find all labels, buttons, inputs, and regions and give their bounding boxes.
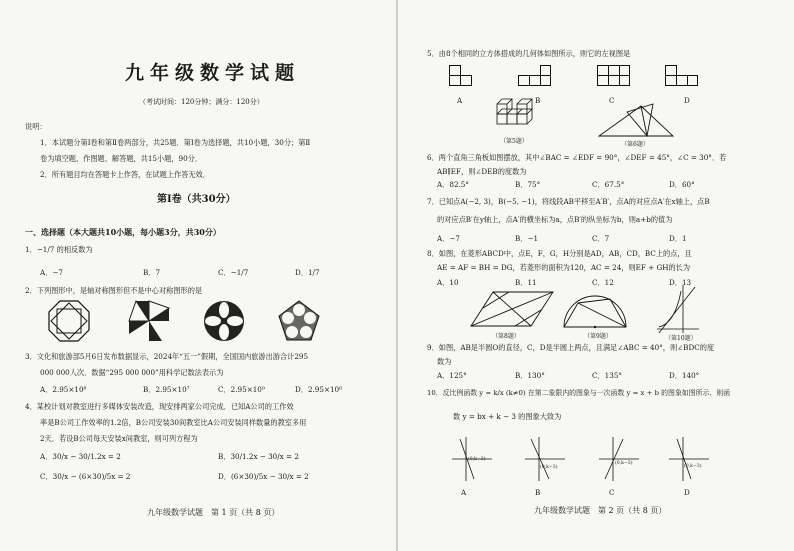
q5-solid-figure [493,100,543,136]
q9-line-2: 数为 [437,357,452,366]
q6-line-1: 6．两个直角三角板如图摆放，其中∠BAC = ∠EDF = 90°，∠DEF = 45°，∠C = 30°．若 [427,153,727,162]
page-title: 九年级数学试题 [125,62,301,84]
q8-option-c: C．12 [592,278,614,287]
q8-line-1: 8．如图，在菱形ABCD中，点E，F，G，H分别是AD，AB，CD，BC上的点，且 [427,249,692,258]
q6-figure [597,100,677,140]
q6-option-a: A．82.5° [437,180,469,189]
q8-option-a: A．10 [437,278,459,287]
q3-option-a: A．2.95×10⁸ [40,385,87,394]
q9-figure-caption: （第9题） [584,333,612,340]
q10-figure-caption: （第10题） [665,335,697,342]
q10-line-1: 10．反比例函数 y = k/x (k≠0) 在第二象限内的图象与一次函数 y = x + b 的图象如图所示．则函 [427,389,731,397]
q1-stem: 1．−1/7 的相反数为 [25,245,93,254]
q7-option-d: D．1 [669,234,687,243]
q4-line-2: 率是B公司工作效率的1.2倍，B公司安装30间教室比A公司安装同样数量的教室多用 [40,418,307,427]
q6-line-2: AB∥EF，则∠DEB的度数为 [437,167,527,176]
page-1-footer: 九年级数学试题 第 1 页（共 8 页） [147,508,280,517]
q10-option-c: C [609,488,615,497]
note-2: 2．所有题目均在答题卡上作答，在试题上作答无效． [40,170,210,179]
q3-line-1: 3．文化和旅游部5月6日发布数据显示，2024年“五一”假期，全国国内旅游出游合计295 [25,352,309,361]
exam-info: （考试时间：120分钟；满分：120分） [139,98,264,106]
q10-line-2: 数 y = bx + k − 3 的图象大致为 [453,412,562,421]
note-1-line-1: 1．本试题分第Ⅰ卷和第Ⅱ卷两部分，共25题．第Ⅰ卷为选择题，共10小题，30分；第Ⅱ [40,138,311,147]
q10-point-c: (0,k−3) [615,461,633,466]
q3-option-c: C．2.95×10⁹ [218,385,265,394]
q8-figure-caption: （第8题） [492,333,520,340]
q1-option-b: B．7 [143,268,161,277]
q4-line-1: 4．某校计划对教室进行多媒体安装改造，现安排两家公司完成．已知A公司的工作效 [25,402,294,411]
q2-figure-c [203,300,245,342]
q7-option-a: A．−7 [437,234,460,243]
q5-view-d [665,65,699,87]
q7-line-2: 的对应点B′在y轴上，点A′的横坐标为a，点B′的纵坐标为b，则a+b的值为 [437,215,673,224]
q5-figure-caption: （第5题） [500,138,528,145]
q5-option-c: C [609,96,615,105]
q5-view-c [597,65,631,87]
q8-line-2: AE = AF = BH = DG，若菱形的面积为120，AC = 24，则EF + GH的长为 [437,263,691,272]
q9-option-d: D．140° [669,371,700,380]
q4-option-d: D．(6×30)/5x − 30/x = 2 [218,472,309,481]
q7-option-b: B．−1 [515,234,539,243]
q2-stem: 2．下列图形中，是轴对称图形但不是中心对称图形的是 [25,286,203,295]
q9-option-c: C．135° [592,371,622,380]
q1-option-d: D．1/7 [295,268,320,277]
q4-option-b: B．30/1.2x − 30/x = 2 [218,452,299,461]
part-header: 一、选择题（本大题共10小题，每小题3分，共30分） [25,227,221,237]
q10-option-a: A [461,488,467,497]
q4-line-3: 2天．若设B公司每天安装x间教室，则可列方程为 [40,434,198,443]
q5-stem: 5．由8个相同的立方体搭成的几何体如图所示，则它的左视图是 [427,49,631,58]
q3-option-d: D．2.95×10⁶ [295,385,343,394]
page-2 [397,0,794,551]
q7-option-c: C．7 [592,234,610,243]
q10-point-d: (0,k−3) [684,464,702,469]
q10-option-b-graph [525,437,565,481]
q5-view-b [518,65,552,87]
q8-option-b: B．11 [515,278,537,287]
note-1-line-2: 卷为填空题、作图题、解答题，共15小题，90分． [40,154,203,163]
q7-line-1: 7．已知点A(−2, 3)，B(−5, −1)，将线段AB平移至A′B′，点A的对应点A′在x轴上，点B [427,197,710,206]
q5-option-a: A [457,96,463,105]
q8-rhombus-figure [469,288,555,330]
q6-option-c: C．67.5° [592,180,625,189]
q3-option-b: B．2.95×10⁷ [143,385,190,394]
q6-figure-caption: （第6题） [621,141,649,148]
q10-option-d: D [684,488,690,497]
q5-option-d: D [684,96,690,105]
q10-option-d-graph [669,437,709,481]
q9-option-a: A．125° [437,371,467,380]
q8-option-d: D．13 [669,278,692,287]
q9-semicircle-figure [562,293,628,329]
q10-option-b: B [535,488,541,497]
q5-view-a [449,65,473,87]
section-title: 第Ⅰ卷（共30分） [157,194,236,205]
notes-header: 说明： [25,122,47,131]
q4-option-c: C．30/x − (6×30)/5x = 2 [40,472,131,481]
q4-option-a: A．30/x − 30/1.2x = 2 [40,452,121,461]
q1-option-c: C．−1/7 [218,268,249,277]
q10-point-b: (0,k−3) [540,465,558,470]
q10-point-a: (0,k−3) [468,457,486,462]
q2-figure-a [48,300,90,342]
q6-option-d: D．60° [669,180,695,189]
q3-line-2: 000 000人次．数据“295 000 000”用科学记数法表示为 [40,368,224,377]
q9-option-b: B．130° [515,371,545,380]
q2-figure-d [278,300,320,342]
q2-figure-b [128,300,170,342]
q10-graph-figure [655,283,701,335]
page-2-footer: 九年级数学试题 第 2 页（共 8 页） [534,506,667,515]
q6-option-b: B．75° [515,180,541,189]
q1-option-a: A．−7 [40,268,63,277]
q9-line-1: 9．如图，AB是半圆O的直径，C，D是半圆上两点，且满足∠ABC = 40°，则∠BDC的度 [427,343,715,352]
q5-option-b: B [535,96,541,105]
